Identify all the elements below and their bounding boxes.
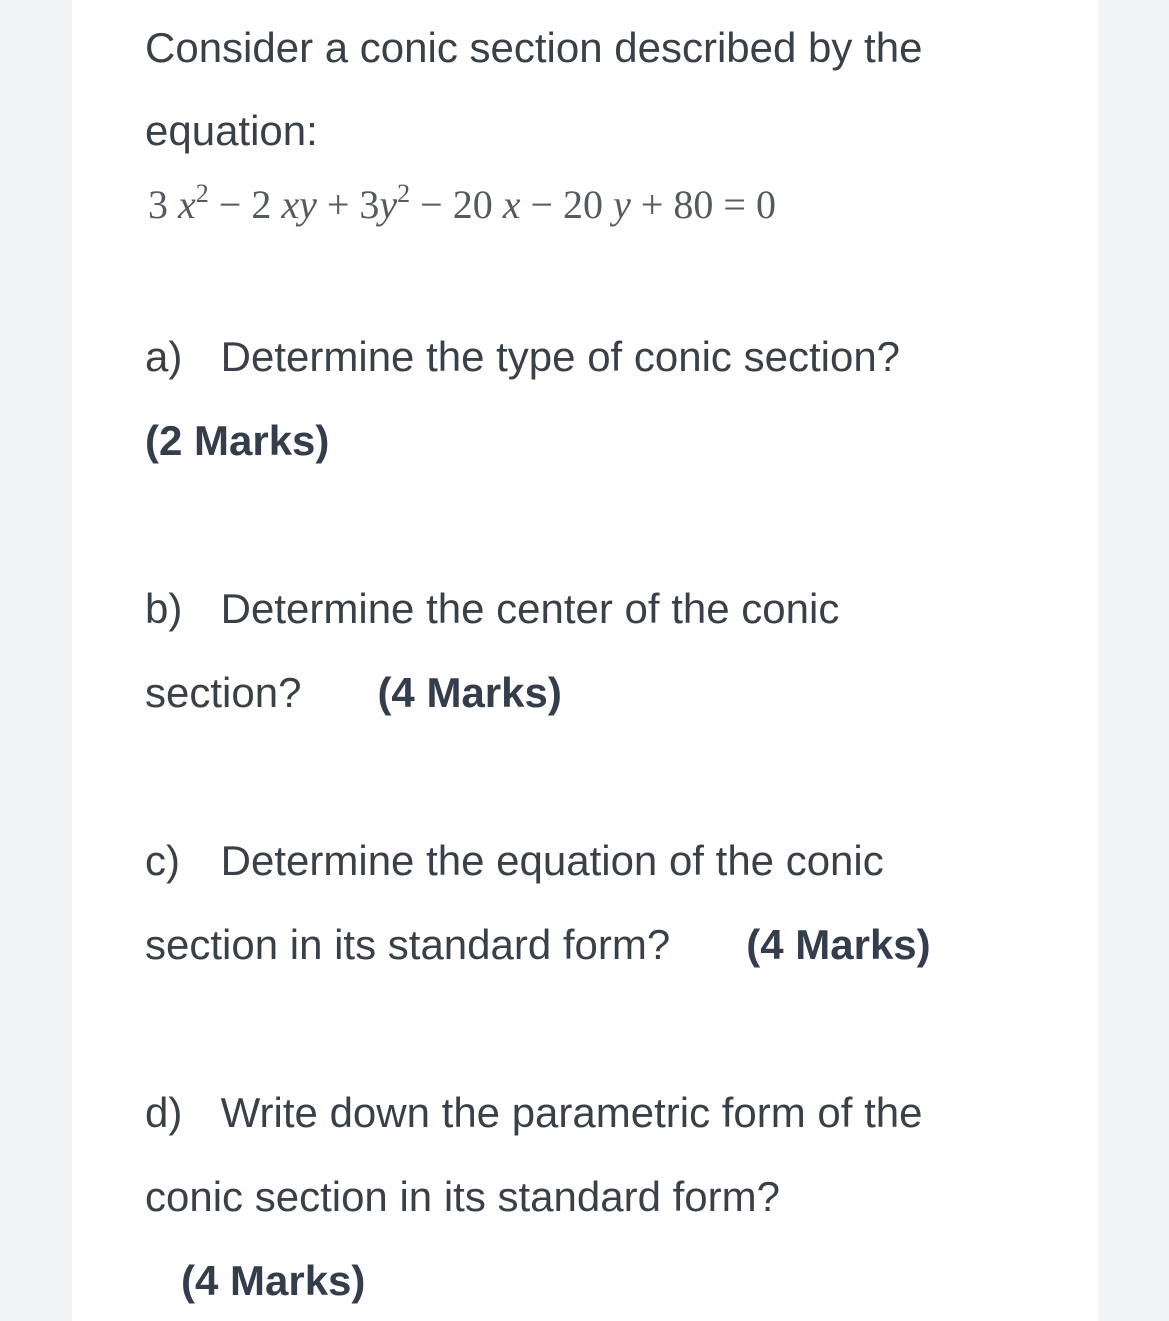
intro-line-2: equation: (145, 107, 318, 154)
intro-line-1: Consider a conic section described by the (145, 24, 923, 71)
question-b-line-2 (145, 667, 562, 719)
question-c-text-1: Determine the equation of the conic (220, 837, 884, 884)
question-a-text: Determine the type of conic section? (220, 333, 901, 380)
question-b (145, 583, 839, 635)
question-b-text-2: section? (145, 669, 302, 716)
question-b-label: b) (145, 585, 183, 632)
question-d-marks: (4 Marks) (181, 1257, 366, 1304)
conic-equation: 3 $x^2 - 2$ xy + $3y^2 - 20$ x − 20 y + 80 = 0 (148, 179, 776, 227)
question-a-marks: (2 Marks) (145, 417, 330, 464)
question-c-line-2 (145, 919, 931, 971)
question-a-label: a) (145, 333, 183, 380)
question-c-label: c) (145, 837, 180, 884)
question-d (145, 1087, 923, 1139)
question-b-marks: (4 Marks) (377, 669, 562, 716)
question-d-text-1: Write down the parametric form of the (220, 1089, 923, 1136)
question-a (145, 331, 900, 383)
question-d-label: d) (145, 1089, 183, 1136)
question-c (145, 835, 884, 887)
question-c-text-2: section in its standard form? (145, 921, 671, 968)
question-c-marks: (4 Marks) (746, 921, 931, 968)
question-b-text-1: Determine the center of the conic (220, 585, 840, 632)
question-d-text-2: conic section in its standard form? (145, 1173, 780, 1220)
